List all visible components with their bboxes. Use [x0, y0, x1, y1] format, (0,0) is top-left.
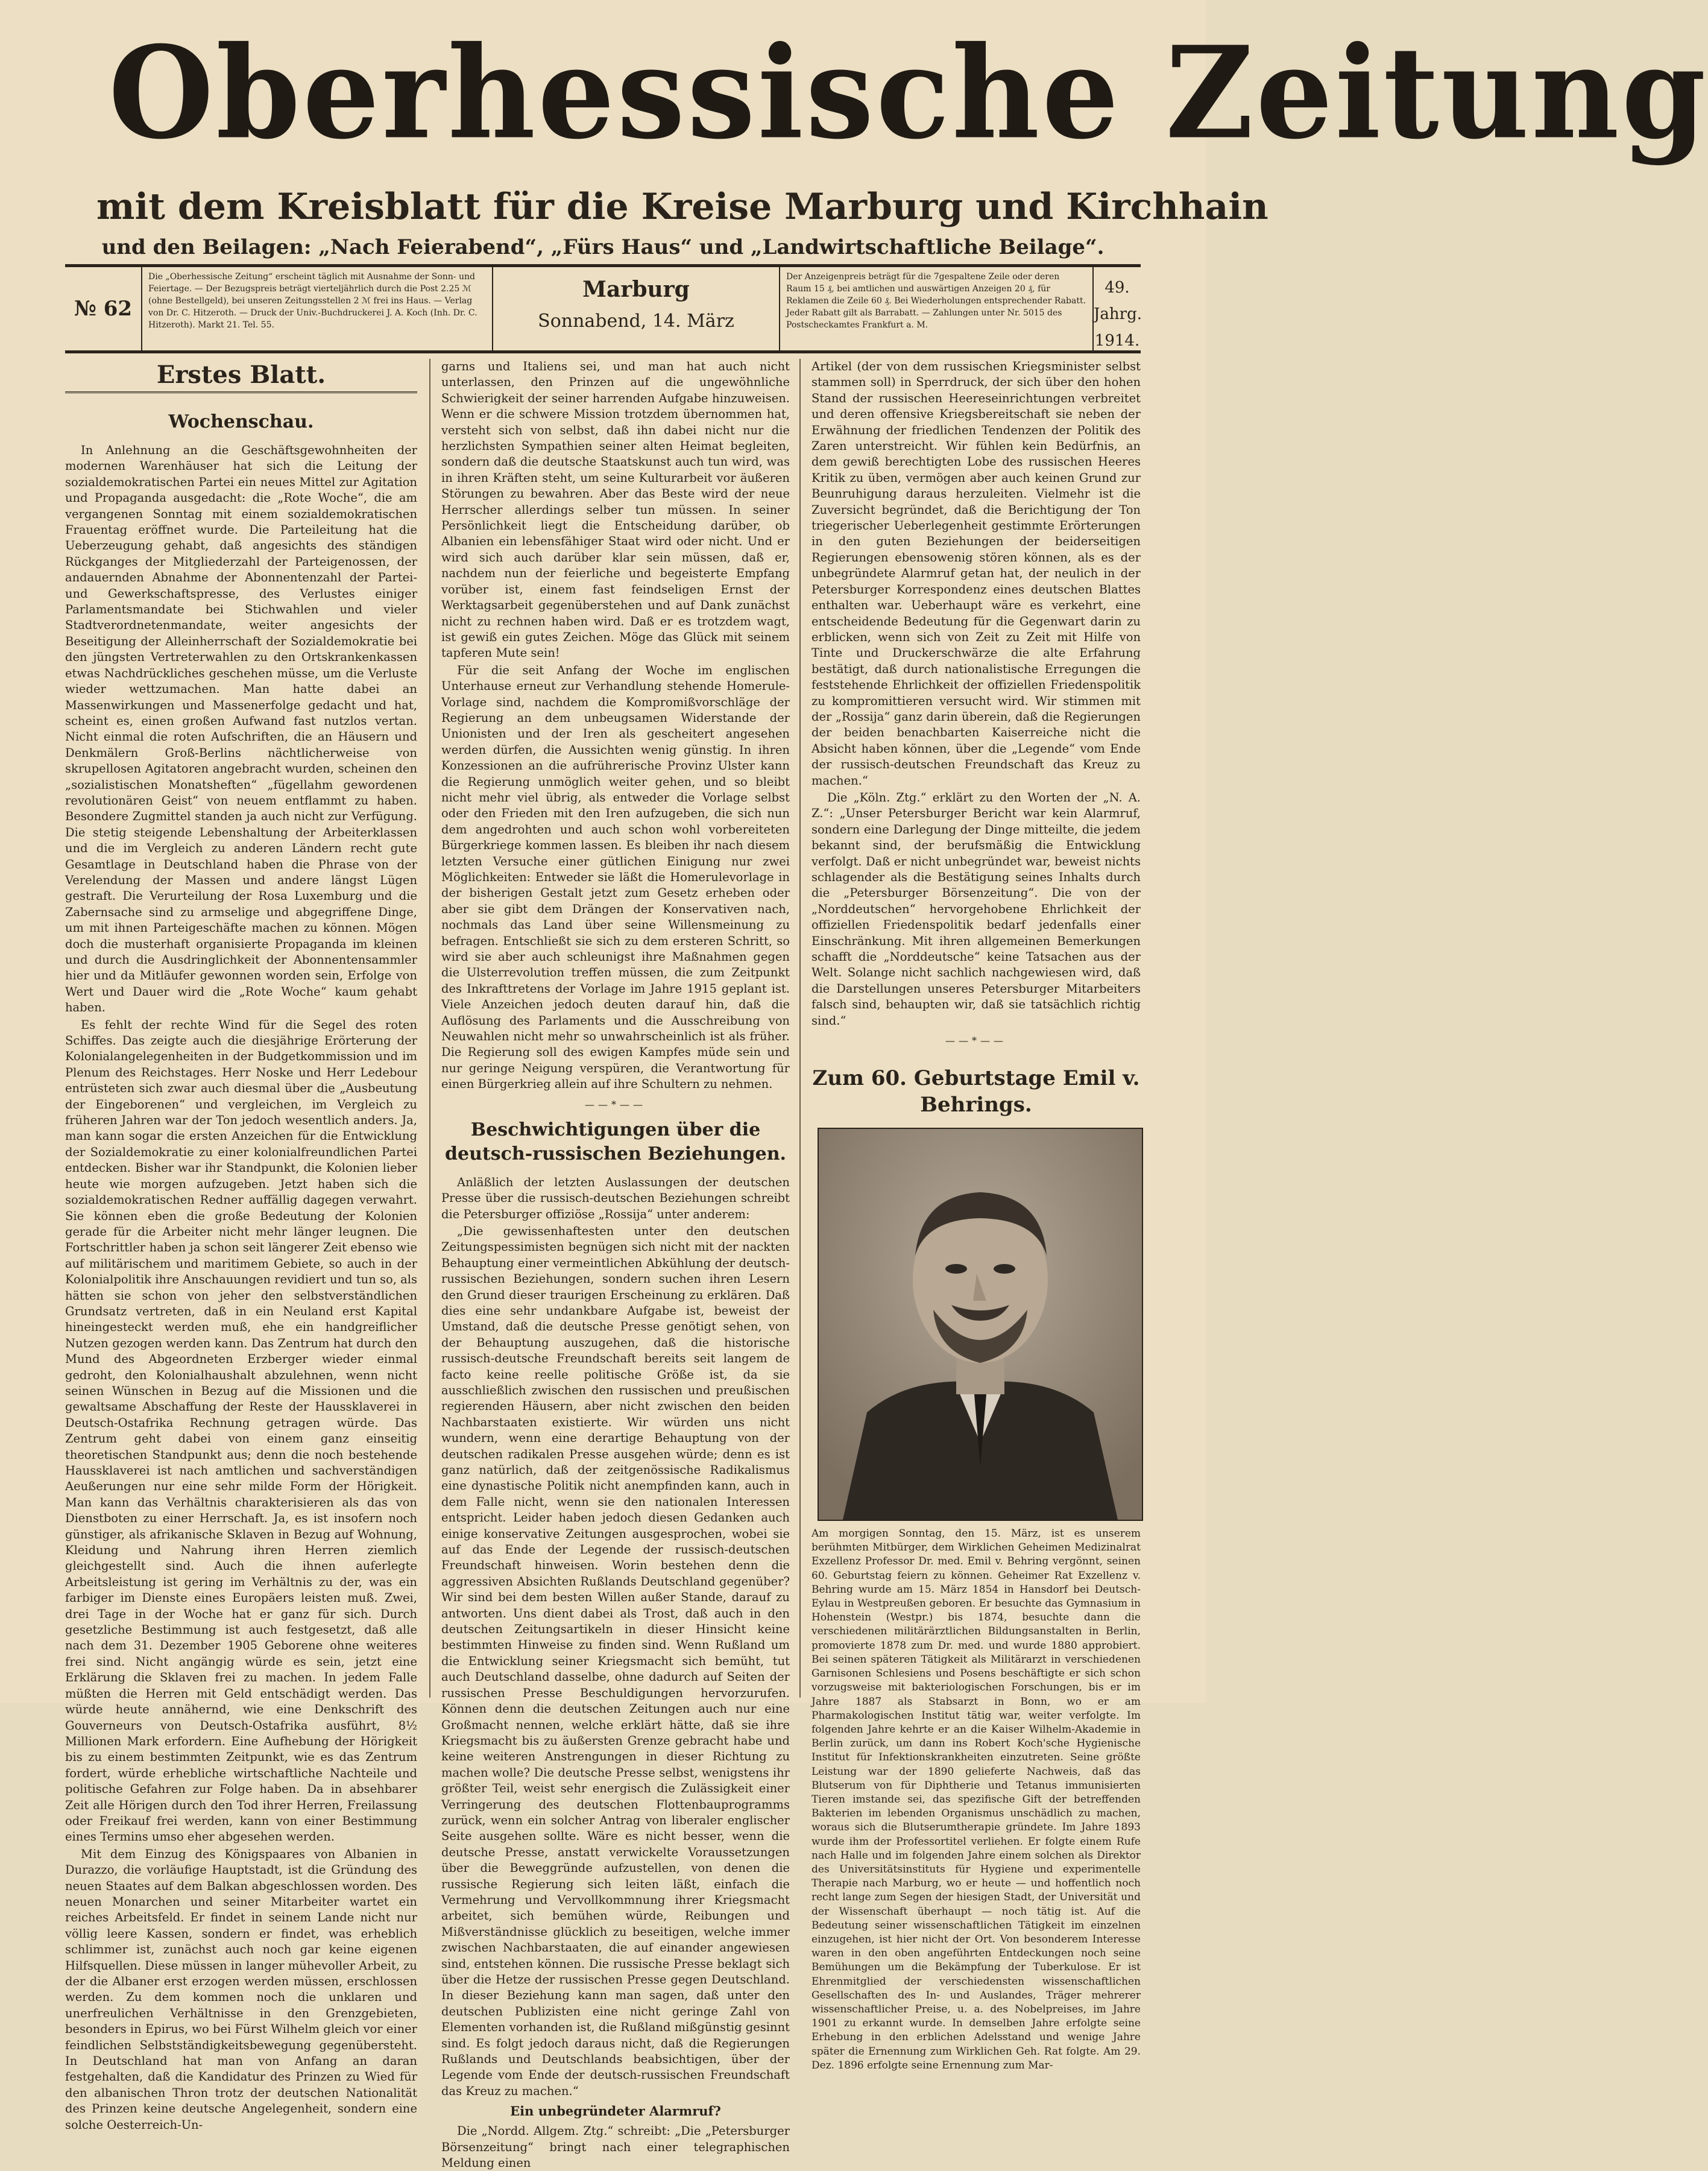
advertising-info: Der Anzeigenpreis beträgt für die 7gespaltene Zeile oder deren Raum 15 ₰, bei amtlichen und auswärtigen Anzeigen 20 ₰, für Reklamen die Zeile 60 ₰. Bei Wiederholungen entsprechender Rabatt. Jeder Rabatt gilt als Barrabatt. — Zahlungen unter Nr. 5015 des Postscheckamtes Frankfurt a. M. — [779, 267, 1092, 350]
article-paragraph: garns und Italiens sei, und man hat auch nicht unterlassen, den Prinzen auf die ungewöhnliche Schwierigkeit der seiner harrenden Aufgabe hinzuweisen. Wenn er die schwere Mission trotzdem übernommen hat, versteht sich von selbst, daß ihn dabei nicht nur die herzlichsten Sympathien seiner alten Heimat begleiten, sondern daß die deutsche Staatskunst auch tun wird, was in ihren Kräften steht, um seine Kulturarbeit vor äußeren Störungen zu bewahren. Aber das Beste wird der neue Herrscher allerdings selber tun müssen. In seiner Persönlichkeit liegt die Entscheidung darüber, ob Albanien ein lebensfähiger Staat wird oder nicht. Und er wird sich auch darüber klar sein müssen, daß er, nachdem nun der feierliche und begeisterte Empfang vorüber ist, einem fast feindseligen Ernst der Werktagsarbeit gegenüberstehen und auf Dank zunächst nicht zu rechnen haben wird. Daß er es trotzdem wagt, ist gewiß ein gutes Zeichen. Möge das Glück mit seinem tapferen Mute sein! — [441, 359, 790, 660]
article-paragraph: Artikel (der von dem russischen Kriegsminister selbst stammen soll) in Sperrdruck, der sich über den hohen Stand der russischen Heereseinrichtungen verbreitet und deren offensive Kriegsbereitschaft sie neben der Erwähnung der friedlichen Tendenzen der Politik des Zaren unterstreicht. Wir fühlen kein Bedürfnis, an dem gewiß berechtigten Lobe des russischen Heeres Kritik zu üben, vermögen aber auch keinen Grund zur Beunruhigung daraus herzuleiten. Vielmehr ist die Zuversicht begründet, daß die Berichtigung der Ton triegerischer Ueberlegenheit gestimmte Erörterungen in den guten Beziehungen der beiderseitigen Regierungen ebensowenig stören können, als es der unbegründete Alarmruf getan hat, der neulich in der Petersburger Korrespondenz eines deutschen Blattes enthalten war. Ueberhaupt wäre es verkehrt, eine entscheidende Bedeutung für die Gegenwart darin zu erblicken, wenn sich von Zeit zu Zeit mit Hilfe von Tinte und Druckerschwärze die alte Erfahrung bestätigt, daß durch nationalistische Erregungen die feststehende Ehrlichkeit der offiziellen Friedenspolitik zu kompromittieren versucht wird. Wir stimmen mit der „Rossija“ ganz darin überein, daß die Regierungen der beiden benachbarten Kaiserreiche nicht die Absicht haben können, über die „Legende“ vom Ende der russisch-deutschen Freundschaft das Kreuz zu machen.“ — [811, 359, 1141, 788]
subscription-info: Die „Oberhessische Zeitung“ erscheint täglich mit Ausnahme der Sonn- und Feiertage. — Der Bezugspreis beträgt vierteljährlich durch die Post 2.25 ℳ (ohne Bestellgeld), bei unseren Zeitungsstellen 2 ℳ frei ins Haus. — Verlag von Dr. C. Hitzeroth. — Druck der Univ.-Buchdruckerei J. A. Koch (Inh. Dr. C. Hitzeroth). Markt 21. Tel. 55. — [141, 267, 492, 350]
section-divider: ——*—— — [945, 1035, 1007, 1047]
article-paragraph: Für die seit Anfang der Woche im englischen Unterhause erneut zur Verhandlung stehende Homerule-Vorlage sind, nachdem die Kompromißvorschläge der Regierung an dem unbeugsamen Widerstande der Unionisten und der Iren als gescheitert angesehen werden dürfen, die Aussichten wenig günstig. In ihren Konzessionen an die aufrührerische Provinz Ulster kann die Regierung unmöglich weiter gehen, und so bleibt nicht mehr viel übrig, als entweder die Vorlage selbst oder den Frieden mit den Iren aufzugeben, die sich nun dem angedrohten und auch schon wohl vorbereiteten Bürgerkriege kommen lassen. Es bleiben ihr nach diesem letzten Versuche einer gütlichen Einigung nur zwei Möglichkeiten: Entweder sie läßt die Homerulevorlage in der bisherigen Gestalt jetzt zum Gesetz erheben oder aber sie gibt dem Drängen der Konservativen nach, nochmals das Land über seine Willensmeinung zu befragen. Entschließt sie sich zu dem ersteren Schritt, so wird sie aber auch schleunigst ihre Maßnahmen gegen die Ulsterrevolution treffen müssen, die zum Zeitpunkt des Inkrafttretens der Vorlage im Jahre 1915 geplant ist. Viele Anzeichen jedoch deuten darauf hin, daß die Auflösung des Parlaments und die Ausschreibung von Neuwahlen nicht mehr so unwahrscheinlich ist als früher. Die Regierung soll des ewigen Kampfes müde sein und nur geringe Neigung verspüren, die Verantwortung für einen Bürgerkrieg allein auf ihre Schultern zu nehmen. — [441, 663, 790, 1092]
article-paragraph: Anläßlich der letzten Auslassungen der deutschen Presse über die russisch-deutschen Beziehungen schreibt die Petersburger offiziöse „Rossija“ unter anderem: — [441, 1175, 790, 1221]
city-name: Marburg — [582, 277, 690, 302]
article-heading-beschwichtigungen: Beschwichtigungen über die deutsch-russischen Beziehungen. — [445, 1119, 786, 1165]
article-paragraph: Die „Köln. Ztg.“ erklärt zu den Worten der „N. A. Z.“: „Unser Petersburger Bericht war kein Alarmruf, sondern eine Darlegung der Dinge mitteilte, die jedem bekannt sind, der berufsmäßig die Entwicklung verfolgt. Daß er nicht unbegründet war, beweist nichts schlagender als die Bestätigung seines Inhalts durch die „Petersburger Börsenzeitung“. Die von der „Norddeutschen“ hervorgehobene Ehrlichkeit der offiziellen Friedenspolitik bedarf jedenfalls einer Einschränkung. Mit ihren allgemeinen Bemerkungen schafft die „Norddeutsche“ keine Tatsachen aus der Welt. Solange nicht sachlich nachgewiesen wird, daß die Darstellungen unseres Petersburger Mitarbeiters falsch sind, behaupten wir, daß sie tatsächlich richtig sind.“ — [811, 790, 1141, 1028]
volume-year — [1092, 267, 1141, 350]
caption-text: Am morgigen Sonntag, den 15. März, ist es unserem berühmten Mitbürger, dem Wirklichen Geheimen Medizinalrat Exzellenz Professor Dr. med. Emil v. Behring vergönnt, seinen 60. Geburtstag feiern zu können. Geheimer Rat Exzellenz v. Behring wurde am 15. März 1854 in Hansdorf bei Deutsch-Eylau in Westpreußen geboren. Er besuchte das Gymnasium in Hohenstein (Westpr.) bis 1874, besuchte dann die verschiedenen militärärztlichen Bildungsanstalten in Berlin, promovierte 1878 zum Dr. med. und wurde 1880 approbiert. Bei seinen späteren Tätigkeit als Militärarzt in verschiedenen Garnisonen Schlesiens und Posens beschäftigte er sich schon vorzugsweise mit bakteriologischen Forschungen, bis er im Jahre 1887 als Stabsarzt in Bonn, wo er am Pharmakologischen Institut tätig war, weiter verfolgte. Im folgenden Jahre kehrte er an die Kaiser Wilhelm-Akademie in Berlin zurück, um dann ins Robert Koch'sche Hygienische Institut für Infektionskrankheiten einzutreten. Seine größte Leistung war der 1890 gelieferte Nachweis, daß das Blutserum von für Diphtherie und Tetanus immunisierten Tieren imstande sei, das spezifische Gift der betreffenden Bakterien im lebenden Organismus unschädlich zu machen, woraus sich die Blutserumtherapie gründete. Im Jahre 1893 wurde ihm der Professortitel verliehen. Er folgte einem Rufe nach Halle und im folgenden Jahre einem solchen als Direktor des Universitätsinstituts für Hygiene und experimentelle Therapie nach Marburg, wo er heute — und hoffentlich noch recht lange zum Segen der hiesigen Stadt, der Universität und der Wissenschaft überhaupt — noch tätig ist. Auf die Bedeutung seiner wissenschaftlichen Tätigkeit im einzelnen einzugehen, ist hier nicht der Ort. Von besonderem Interesse waren in den oben angeführten Entdeckungen noch seine Bemühungen um die Bekämpfung der Tuberkulose. Er ist Ehrenmitglied der verschiedensten wissenschaftlichen Gesellschaften des In- und Auslandes, Träger mehrerer wissenschaftlicher Preise, u. a. des Nobelpreises, im Jahre 1901 zu erkannt wurde. In demselben Jahre erfolgte seine Erhebung in den erblichen Adelsstand und wenige Jahre später die Ernennung zum Wirklichen Geh. Rat folgte. Am 29. Dez. 1896 erfolgte seine Ernennung zum Mar- — [811, 1528, 1141, 2071]
portrait-photo — [818, 1128, 1143, 1521]
article-paragraph: „Die gewissenhaftesten unter den deutschen Zeitungspessimisten begnügen sich nicht mit der nackten Behauptung einer vermeintlichen Abkühlung der deutsch-russischen Beziehungen, sondern suchen ihren Lesern den Grund dieser traurigen Erscheinung zu erklären. Daß dies eine sehr undankbare Aufgabe ist, beweist der Umstand, daß die deutsche Presse genötigt sehen, von der Behauptung auszugehen, daß die historische russisch-deutsche Freundschaft bereits seit langem de facto keine reelle politische Größe ist, da sie ausschließlich zwischen den russischen und preußischen regierenden Häusern, aber nicht zwischen den beiden Nachbarstaaten existierte. Wir würden uns nicht wundern, wenn eine derartige Behauptung von der deutschen radikalen Presse ausgehen würde; denn es ist ganz natürlich, daß der zeitgenössische Radikalismus eine dynastische Politik nicht anempfinden kann, auch in dem Falle nicht, wenn sie den nationalen Interessen entspricht. Leider haben jedoch diesen Gedanken auch einige konservative Zeitungen ausgesprochen, wobei sie auf das Ende der Legende der russisch-deutschen Freundschaft hinweisen. Worin bestehen denn die aggressiven Absichten Rußlands Deutschland gegenüber? Wir sind bei dem besten Willen außer Stande, darauf zu antworten. Uns dient dabei als Trost, daß auch in den deutschen Zeitungsartikeln in dieser Hinsicht keine bestimmten Hinweise zu finden sind. Wenn Rußland um die Entwicklung seiner Kriegsmacht sich bemüht, tut auch Deutschland dasselbe, ohne dadurch auf Seiten der russischen Presse Beschuldigungen hervorzurufen. Können denn die deutschen Zeitungen auch nur eine Großmacht nennen, welche erklärt hätte, daß sie ihre Kriegsmacht bis zu äußersten Grenze gebracht habe und keine weiteren Anstrengungen in dieser Richtung zu machen wolle? Die deutsche Presse selbst, wenigstens ihr größter Teil, weist sehr energisch die Zulässigkeit einer Verringerung des deutschen Flottenbauprogramms zurück, wenn ein solcher Antrag von liberaler englischer Seite ausgehen sollte. Wäre es nicht besser, wenn die deutsche Presse, anstatt verwickelte Voraussetzungen über die Beweggründe aufzustellen, von denen die russische Regierung sich leiten läßt, einfach die Vermehrung und Vervollkommnung ihrer Kriegsmacht arbeitet, sich bemühen würde, Reibungen und Mißverständnisse glücklich zu beseitigen, welche immer zwischen Nachbarstaaten, die auf einander angewiesen sind, entstehen können. Die russische Presse beklagt sich über die Hetze der russischen Presse gegen Deutschland. In dieser Beziehung kann man sagen, daß unter den deutschen Publizisten eine nicht geringe Zahl von Elementen vorhanden ist, die Rußland mißgünstig gesinnt sind. Es folgt jedoch daraus nicht, daß die Regierungen Rußlands und Deutschlands beabsichtigen, über der Legende vom Ende der deutsch-russischen Freundschaft das Kreuz zu machen.“ — [441, 1224, 790, 2098]
article-heading-behring: Zum 60. Geburtstage Emil v. Behrings. — [812, 1066, 1140, 1117]
column-1 — [65, 359, 417, 2132]
issue-date: Sonnabend, 14. März — [538, 311, 734, 332]
portrait-illustration — [819, 1129, 1142, 1520]
masthead-title: Oberhessische Zeitung — [109, 19, 1708, 168]
issue-number: № 62 — [74, 297, 133, 321]
article-paragraph: In Anlehnung an die Geschäftsgewohnheiten der modernen Warenhäuser hat sich die Leitung der sozialdemokratischen Partei ein neues Mittel zur Agitation und Propaganda ausgedacht: die „Rote Woche“, die am vergangenen Sonntag mit einem sozialdemokratischen Frauentag eröffnet wurde. Die Parteileitung hat die Ueberzeugung gehabt, daß angesichts des ständigen Rückganges der Mitgliederzahl der Parteigenossen, der andauernden Abnahme der Abonnentenzahl der Partei- und Gewerkschaftspresse, des Verlustes einiger Parlamentsmandate bei Stichwahlen und vieler Stadtverordnetenmandate, weiter angesichts der Beseitigung der Alleinherrschaft der Sozialdemokratie bei den jüngsten Vertreterwahlen zu den Ortskrankenkassen etwas Nachdrückliches geschehen müsse, um die Verluste wieder wettzumachen. Man hatte dabei an Massenwirkungen und Massenerfolge gedacht und hat, scheint es, einen großen Aufwand fast nutzlos vertan. Nicht einmal die roten Aufschriften, die an Häusern und Denkmälern Groß-Berlins nächtlicherweise von skrupellosen Agitatoren angebracht wurden, scheinen den „sozialistischen Monatsheften“ „fügellahm gewordenen revolutionären Geist“ von neuem entflammt zu haben. Besondere Zugmittel standen ja auch nicht zur Verfügung. Die stetig steigende Lebenshaltung der Arbeiterklassen und die im Vergleich zu anderen Ländern recht gute Gesamtlage in Deutschland haben die Phrase von der Verelendung der Massen und andere längst Lügen gestraft. Die Verurteilung der Rosa Luxemburg und die Zabernsache sind zu armselige und abgegriffene Dinge, um mit ihnen Parteigeschäfte machen zu können. Mögen doch die musterhaft organisierte Propaganda im kleinen und durch die Ausdringlichkeit der Abonnentensammler hier und da Mitläufer gewonnen worden sein, Erfolge von Wert und Dauer wird die „Rote Woche“ kaum gehabt haben. — [65, 443, 417, 1015]
portrait-caption — [811, 1527, 1141, 2073]
article-paragraph: Mit dem Einzug des Königspaares von Albanien in Durazzo, die vorläufige Hauptstadt, ist die Gründung des neuen Staates auf dem Balkan abgeschlossen worden. Des neuen Monarchen und seiner Mitarbeiter wartet ein reiches Arbeitsfeld. Er findet in seinem Lande nicht nur völlig leere Kassen, sondern er findet, was erheblich schlimmer ist, zunächst auch noch gar keine eigenen Hilfsquellen. Diese müssen in langer mühevoller Arbeit, zu der die Albaner erst erzogen werden müssen, erschlossen werden. Zu dem kommen noch die unklaren und unerfreulichen Verhältnisse in den Grenzgebieten, besonders in Epirus, wo bei Fürst Wilhelm gleich vor einer feindlichen Selbstständigkeitsbewegung gegenübersteht. In Deutschland hat man von Anfang an daran festgehalten, daß die Kandidatur des Prinzen zu Wied für den albanischen Thron trotz der deutschen Nationalität des Prinzen keine deutsche Angelegenheit, sondern eine solche Oesterreich-Un- — [65, 1847, 417, 2132]
article-heading-wochenschau: Wochenschau. — [168, 411, 314, 432]
masthead-supplements: und den Beilagen: „Nach Feierabend“, „Fürs Haus“ und „Landwirtschaftliche Beilage“. — [101, 235, 1105, 259]
article-paragraph: Es fehlt der rechte Wind für die Segel des roten Schiffes. Das zeigte auch die diesjährige Erörterung der Kolonialangelegenheiten in der Budgetkommission und im Plenum des Reichstages. Herr Noske und Herr Ledebour entrüsteten sich zwar auch diesmal über die „Ausbeutung der Eingeborenen“ und vergleichen, im Vergleich zu früheren Jahren war der Ton jedoch wesentlich anders. Ja, man kann sogar die ersten Anzeichen für die Entwicklung der Sozialdemokratie zu einer kolonialfreundlichen Partei entdecken. Bisher war ihr Standpunkt, die Kolonien lieber heute wie morgen aufzugeben. Jetzt haben sich die sozialdemokratischen Redner auffällig dagegen verwahrt. Sie können eben die große Bedeutung der Kolonien gerade für die Arbeiter nicht mehr länger leugnen. Die Fortschrittler haben ja schon seit längerer Zeit ebenso wie auf militärischem und maritimem Gebiete, so auch in der Kolonialpolitik ihre Anschauungen revidiert und tun so, als hätten sie schon von jeher den selbstverständlichen Grundsatz vertreten, daß in ein Neuland erst Kapital hineingesteckt werden muß, ehe ein handgreiflicher Nutzen gezogen werden kann. Das Zentrum hat durch den Mund des Abgeordneten Erzberger wieder einmal gedroht, den Kolonialhaushalt abzulehnen, wenn nicht seinen Wünschen in Bezug auf die Missionen und die gewaltsame Abschaffung der Reste der Haussklaverei in Deutsch-Ostafrika Rechnung getragen würde. Das Zentrum geht dabei von einem ganz einseitig theoretischen Standpunkt aus; denn die noch bestehende Haussklaverei ist nach amtlichen und sachverständigen Aeußerungen nur eine sehr milde Form der Hörigkeit. Man kann das Verhältnis charakterisieren als das von Dienstboten zu einer Herrschaft. Ja, es ist insofern noch günstiger, als afrikanische Sklaven in Bezug auf Wohnung, Kleidung und Nahrung ihren Herren ziemlich gleichgestellt sind. Auch die ihnen auferlegte Arbeitsleistung ist gering im Verhältnis zu der, was ein farbiger im Dienste eines Europäers leisten muß. Zwei, drei Tage in der Woche hat er ganz für sich. Durch gesetzliche Bestimmung ist auch festgesetzt, daß alle nach dem 31. Dezember 1905 Geborene ohne weiteres frei sind. Nicht angängig würde es sein, jetzt eine Erklärung die Sklaven frei zu machen. In jedem Falle müßten die Herren mit Geld entschädigt werden. Das würde heute annähernd, wie eine Denkschrift des Gouverneurs von Deutsch-Ostafrika ausführt, 8½ Millionen Mark erfordern. Eine Aufhebung der Hörigkeit bis zu einem bestimmten Zeitpunkt, wie es das Zentrum fordert, würde erhebliche wirtschaftliche Nachteile und politische Gefahren zur Folge haben. Da in absehbarer Zeit alle Hörigen durch den Tod ihrer Herren, Freilassung oder Freikauf frei werden, kann von einer Bestimmung eines Termins umso eher abgesehen werden. — [65, 1017, 417, 1844]
section-divider: ——*—— — [585, 1098, 646, 1110]
subheading-alarmruf: Ein unbegründeter Alarmruf? — [510, 2103, 721, 2119]
year-label: 1914. — [1094, 332, 1140, 350]
volume-label: 49. Jahrg. — [1094, 279, 1142, 323]
column-3 — [799, 359, 1141, 2071]
column-2 — [429, 359, 790, 2170]
section-title: Erstes Blatt. — [65, 359, 417, 393]
masthead-subtitle: mit dem Kreisblatt für die Kreise Marburg und Kirchhain — [96, 186, 1268, 228]
article-paragraph: Die „Nordd. Allgem. Ztg.“ schreibt: „Die „Petersburger Börsenzeitung“ bringt nach einer telegraphischen Meldung einen — [441, 2124, 790, 2170]
dateline — [492, 267, 779, 350]
info-bar — [65, 264, 1141, 353]
